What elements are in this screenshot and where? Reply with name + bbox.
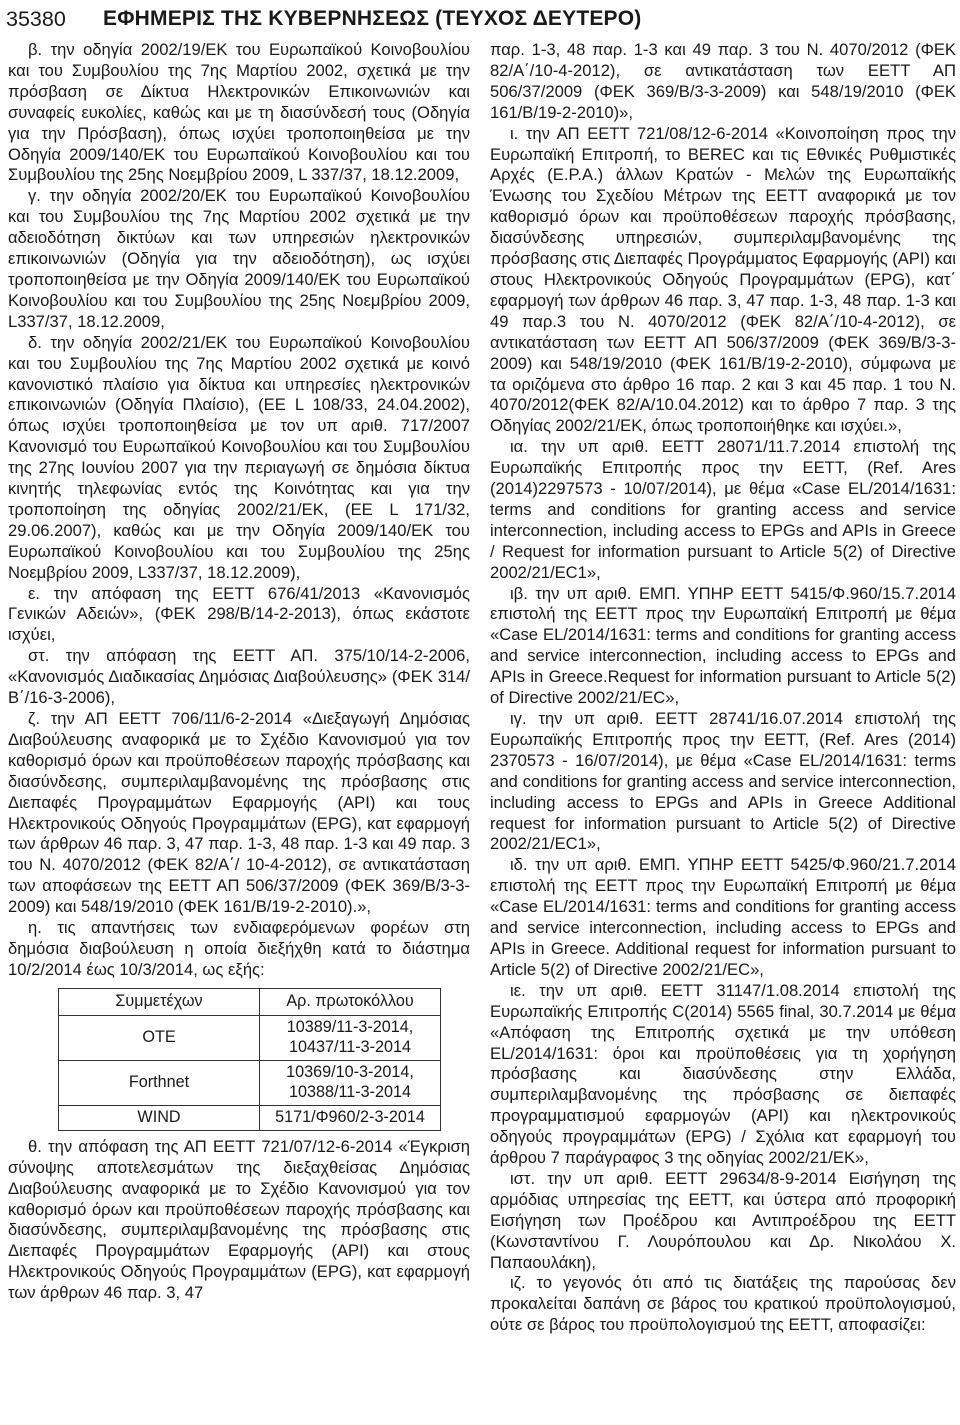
table-row [59,1105,441,1130]
paragraph-z: ζ. την ΑΠ ΕΕΤΤ 706/11/6-2-2014 «Διεξαγωγή Δημόσιας Διαβούλευσης αναφορικά με το Σχέδιο Κανονισμού για τον καθορισμό όρων και προϋποθέσεων παροχής πρόσβασης και διασύνδεσης, συμπεριλαμβανομένης της πρόσβασης στις Διεπαφές Προγραμμάτων Εφαρμογής (API) και τους Ηλεκτρονικούς Οδηγούς Προγραμμάτων (EPG), κατ εφαρμογή των άρθρων 46 παρ. 3, 47 παρ. 1-3, 48 παρ. 1-3 και 49 παρ. 3 του Ν. 4070/2012 (ΦΕΚ 82/Α΄/ 10-4-2012), σε αντικατάσταση των αποφάσεων της ΕΕΤΤ ΑΠ 506/37/2009 (ΦΕΚ 369/Β/3-3-2009) και 548/19/2010 (ΦΕΚ 161/Β/19-2-2010).», [8,709,470,917]
paragraph-ist: ιστ. την υπ αριθ. ΕΕΤΤ 29634/8-9-2014 Εισήγηση της αρμόδιας υπηρεσίας της ΕΕΤΤ, και ύστερα από προφορική Εισήγηση των Προέδρου και Αντιπροέδρου της ΕΕΤΤ (Κωνσταντίνου Γ. Λουρόπουλου και Δρ. Νικολάου Χ. Παπαουλάκη), [490,1168,956,1272]
protocol-cell [260,1015,441,1060]
page-header [6,4,956,38]
protocol-number: 5171/Φ960/2-3-2014 [275,1108,425,1127]
participant-name: WIND [59,1105,260,1130]
protocol-cell [260,1060,441,1105]
column-header-protocol: Αρ. πρωτοκόλλου [260,988,441,1015]
paragraph-d: δ. την οδηγία 2002/21/ΕΚ του Ευρωπαϊκού Κοινοβουλίου και του Συμβουλίου της 7ης Μαρτίου 2002 σχετικά με κοινό κανονιστικό πλαίσιο για δίκτυα και υπηρεσίες ηλεκτρονικών επικοινωνιών (Οδηγία Πλαίσιο), (ΕΕ L 108/33, 24.04.2002), όπως ισχύει τροποποιηθείσα με τον υπ αριθ. 717/2007 Κανονισμό του Ευρωπαϊκού Κοινοβουλίου και του Συμβουλίου της 27ης Ιουνίου 2007 για την περιαγωγή σε δημόσια δίκτυα κινητής τηλεφωνίας εντός της Κοινότητας και για την τροποποίηση της οδηγίας 2002/21/ΕΚ, (ΕΕ L 171/32, 29.06.2007), καθώς και με την Οδηγία 2009/140/ΕΚ του Ευρωπαϊκού Κοινοβουλίου και του Συμβουλίου της 25ης Νοεμβρίου 2009, L337/37, 18.12.2009), [8,332,470,582]
column-header-participant: Συμμετέχων [59,988,260,1015]
participant-name: ΟΤΕ [59,1015,260,1060]
paragraph-id: ιδ. την υπ αριθ. ΕΜΠ. ΥΠΗΡ ΕΕΤΤ 5425/Φ.960/21.7.2014 επιστολή της ΕΕΤΤ προς την Ευρωπαϊκή Επιτροπή με θέμα «Case EL/2014/1631: terms and conditions for granting access and service interconnection, including access to EPGs and APIs in Greece. Additional request for information pursuant to Article 5(2) of Directive 2002/21/EC», [490,855,956,979]
paragraph-ia: ια. την υπ αριθ. ΕΕΤΤ 28071/11.7.2014 επιστολή της Ευρωπαϊκής Επιτροπής προς την ΕΕΤΤ, (Ref. Ares (2014)2297573 - 10/07/2014), με θέμα «Case EL/2014/1631: terms and conditions for granting access and service interconnection, including access to EPGs and APIs in Greece / Request for information pursuant to Article 5(2) of Directive 2002/21/EC1», [490,437,956,582]
right-column [490,40,956,1336]
left-column [8,40,470,1304]
protocol-number: 10369/10-3-2014, [286,1063,414,1082]
paragraph-st: στ. την απόφαση της ΕΕΤΤ ΑΠ. 375/10/14-2-2006, «Κανονισμός Διαδικασίας Δημόσιας Διαβούλευσης» (ΦΕΚ 314/Β΄/16-3-2006), [8,646,470,708]
paragraph-ie: ιε. την υπ αριθ. ΕΕΤΤ 31147/1.08.2014 επιστολή της Ευρωπαϊκής Επιτροπής C(2014) 5565 final, 30.7.2014 με θέμα «Απόφαση της Επιτροπής σχετικά με την υπόθεση EL/2014/1631: όροι και προϋποθέσεις για τη χορήγηση πρόσβασης και διασύνδεσης στην Ελλάδα, συμπεριλαμβανομένης της πρόσβασης σε διεπαφές προγραμματισμού εφαρμογών (API) και ηλεκτρονικούς οδηγούς προγραμμάτων (EPG) / Σχόλια κατ εφαρμογή του άρθρου 7 παράγραφος 3 της οδηγίας 2002/21/ΕΚ», [490,980,956,1168]
table-header-row [59,988,441,1015]
protocol-number: 10437/11-3-2014 [288,1037,412,1056]
paragraph-e: ε. την απόφαση της ΕΕΤΤ 676/41/2013 «Κανονισμός Γενικών Αδειών», (ΦΕΚ 298/Β/14-2-2013), όπως εκάστοτε ισχύει, [8,583,470,645]
paragraph-b: β. την οδηγία 2002/19/ΕΚ του Ευρωπαϊκού Κοινοβουλίου και του Συμβουλίου της 7ης Μαρτίου 2002, σχετικά με την πρόσβαση σε Δίκτυα Ηλεκτρονικών Επικοινωνιών και συναφείς ευκολίες, καθώς και με τη διασύνδεσή τους (Οδηγία για την Πρόσβαση), όπως ισχύει τροποποιηθείσα με την Οδηγία 2009/140/ΕΚ του Ευρωπαϊκού Κοινοβουλίου και του Συμβουλίου της 25ης Νοεμβρίου 2009, L 337/37, 18.12.2009, [8,40,470,185]
paragraph-i: ι. την ΑΠ ΕΕΤΤ 721/08/12-6-2014 «Κοινοποίηση προς την Ευρωπαϊκή Επιτροπή, το BEREC και τις Εθνικές Ρυθμιστικές Αρχές (Ε.Ρ.Α.) άλλων Κρατών - Μελών της Ευρωπαϊκής Ένωσης του Σχεδίου Μέτρων της ΕΕΤΤ αναφορικά με τον καθορισμό όρων και προϋποθέσεων παροχής πρόσβασης, διασύνδεσης υπηρεσιών, συμπεριλαμβανομένης της πρόσβασης στις Διεπαφές Προγράμματος Εφαρμογής (API) και στους Ηλεκτρονικούς Οδηγούς Προγραμμάτων (EPG), κατ΄ εφαρμογή των άρθρων 46 παρ. 3, 47 παρ. 1-3, 48 παρ. 1-3 και 49 παρ.3 του Ν. 4070/2012 (ΦΕΚ 82/Α΄/10-4-2012), σε αντικατάσταση των ΕΕΤΤ ΑΠ 506/37/2009 (ΦΕΚ 369/Β/3-3-2009) και 548/19/2010 (ΦΕΚ 161/Β/19-2-2010), σύμφωνα με τα οριζόμενα στο άρθρο 16 παρ. 2 και 3 και 45 παρ. 1 του Ν. 4070/2012(ΦΕΚ 82/Α/10.04.2012) και το άρθρο 7 παρ. 3 της Οδηγίας 2002/21/ΕΚ, όπως τροποποιήθηκε και ισχύει.», [490,123,956,436]
protocol-cell [260,1105,441,1130]
participants-table [58,988,441,1131]
journal-title: ΕΦΗΜΕΡΙΣ ΤΗΣ ΚΥΒΕΡΝΗΣΕΩΣ (ΤΕΥΧΟΣ ΔΕΥΤΕΡΟ) [103,7,642,30]
protocol-number: 10389/11-3-2014, [286,1018,414,1037]
paragraph-g: γ. την οδηγία 2002/20/ΕΚ του Ευρωπαϊκού Κοινοβουλίου και του Συμβουλίου της 7ης Μαρτίου 2002 σχετικά με την αδειοδότηση δικτύων και των υπηρεσιών ηλεκτρονικών επικοινωνιών (Οδηγία για την αδειοδότηση), ως ισχύει τροποποιηθείσα με την Οδηγία 2009/140/ΕΚ του Ευρωπαϊκού Κοινοβουλίου και του Συμβουλίου της 25ης Νοεμβρίου 2009, L337/37, 18.12.2009, [8,186,470,331]
paragraph-h: η. τις απαντήσεις των ενδιαφερόμενων φορέων στη δημόσια διαβούλευση η οποία διεξήχθη κατά το διάστημα 10/2/2014 έως 10/3/2014, ως εξής: [8,918,470,979]
paragraph-iz: ιζ. το γεγονός ότι από τις διατάξεις της παρούσας δεν προκαλείται δαπάνη σε βάρος του κρατικού προϋπολογισμού, ούτε σε βάρος του προϋπολογισμού της ΕΕΤΤ, αποφασίζει: [490,1273,956,1335]
paragraph-ig: ιγ. την υπ αριθ. ΕΕΤΤ 28741/16.07.2014 επιστολή της Ευρωπαϊκής Επιτροπής προς την ΕΕΤΤ, (Ref. Ares (2014) 2370573 - 16/07/2014), με θέμα «Case EL/2014/1631: terms and conditions for granting access and service interconnection, including access to EPGs and APIs in Greece Additional request for information pursuant to Article 5(2) of Directive 2002/21/EC1», [490,709,956,854]
table-row [59,1060,441,1105]
table-row [59,1015,441,1060]
paragraph-ib: ιβ. την υπ αριθ. ΕΜΠ. ΥΠΗΡ ΕΕΤΤ 5415/Φ.960/15.7.2014 επιστολή της ΕΕΤΤ προς την Ευρωπαϊκή Επιτροπή με θέμα «Case EL/2014/1631: terms and conditions for granting access and service interconnection, including access to EPGs and APIs in Greece.Request for information pursuant to Article 5(2) of Directive 2002/21/EC», [490,583,956,708]
protocol-number: 10388/11-3-2014 [288,1082,412,1101]
participant-name: Forthnet [59,1060,260,1105]
page-number: 35380 [6,7,66,31]
paragraph-th: θ. την απόφαση της ΑΠ ΕΕΤΤ 721/07/12-6-2014 «Έγκριση σύνοψης αποτελεσμάτων της διεξαχθείσας Δημόσιας Διαβούλευσης αναφορικά με το Σχέδιο Κανονισμού για τον καθορισμό όρων και προϋποθέσεων παροχής πρόσβασης και διασύνδεσης, συμπεριλαμβανομένης της πρόσβασης στις Διεπαφές Προγραμμάτων Εφαρμογής (API) και στους Ηλεκτρονικούς Οδηγούς Προγραμμάτων (EPG), κατ εφαρμογή των άρθρων 46 παρ. 3, 47 [8,1136,470,1303]
paragraph-th-continuation: παρ. 1-3, 48 παρ. 1-3 και 49 παρ. 3 του Ν. 4070/2012 (ΦΕΚ 82/Α΄/10-4-2012), σε αντικατάσταση των ΕΕΤΤ ΑΠ 506/37/2009 (ΦΕΚ 369/Β/3-3-2009) και 548/19/2010 (ΦΕΚ 161/Β/19-2-2010)», [490,40,956,122]
